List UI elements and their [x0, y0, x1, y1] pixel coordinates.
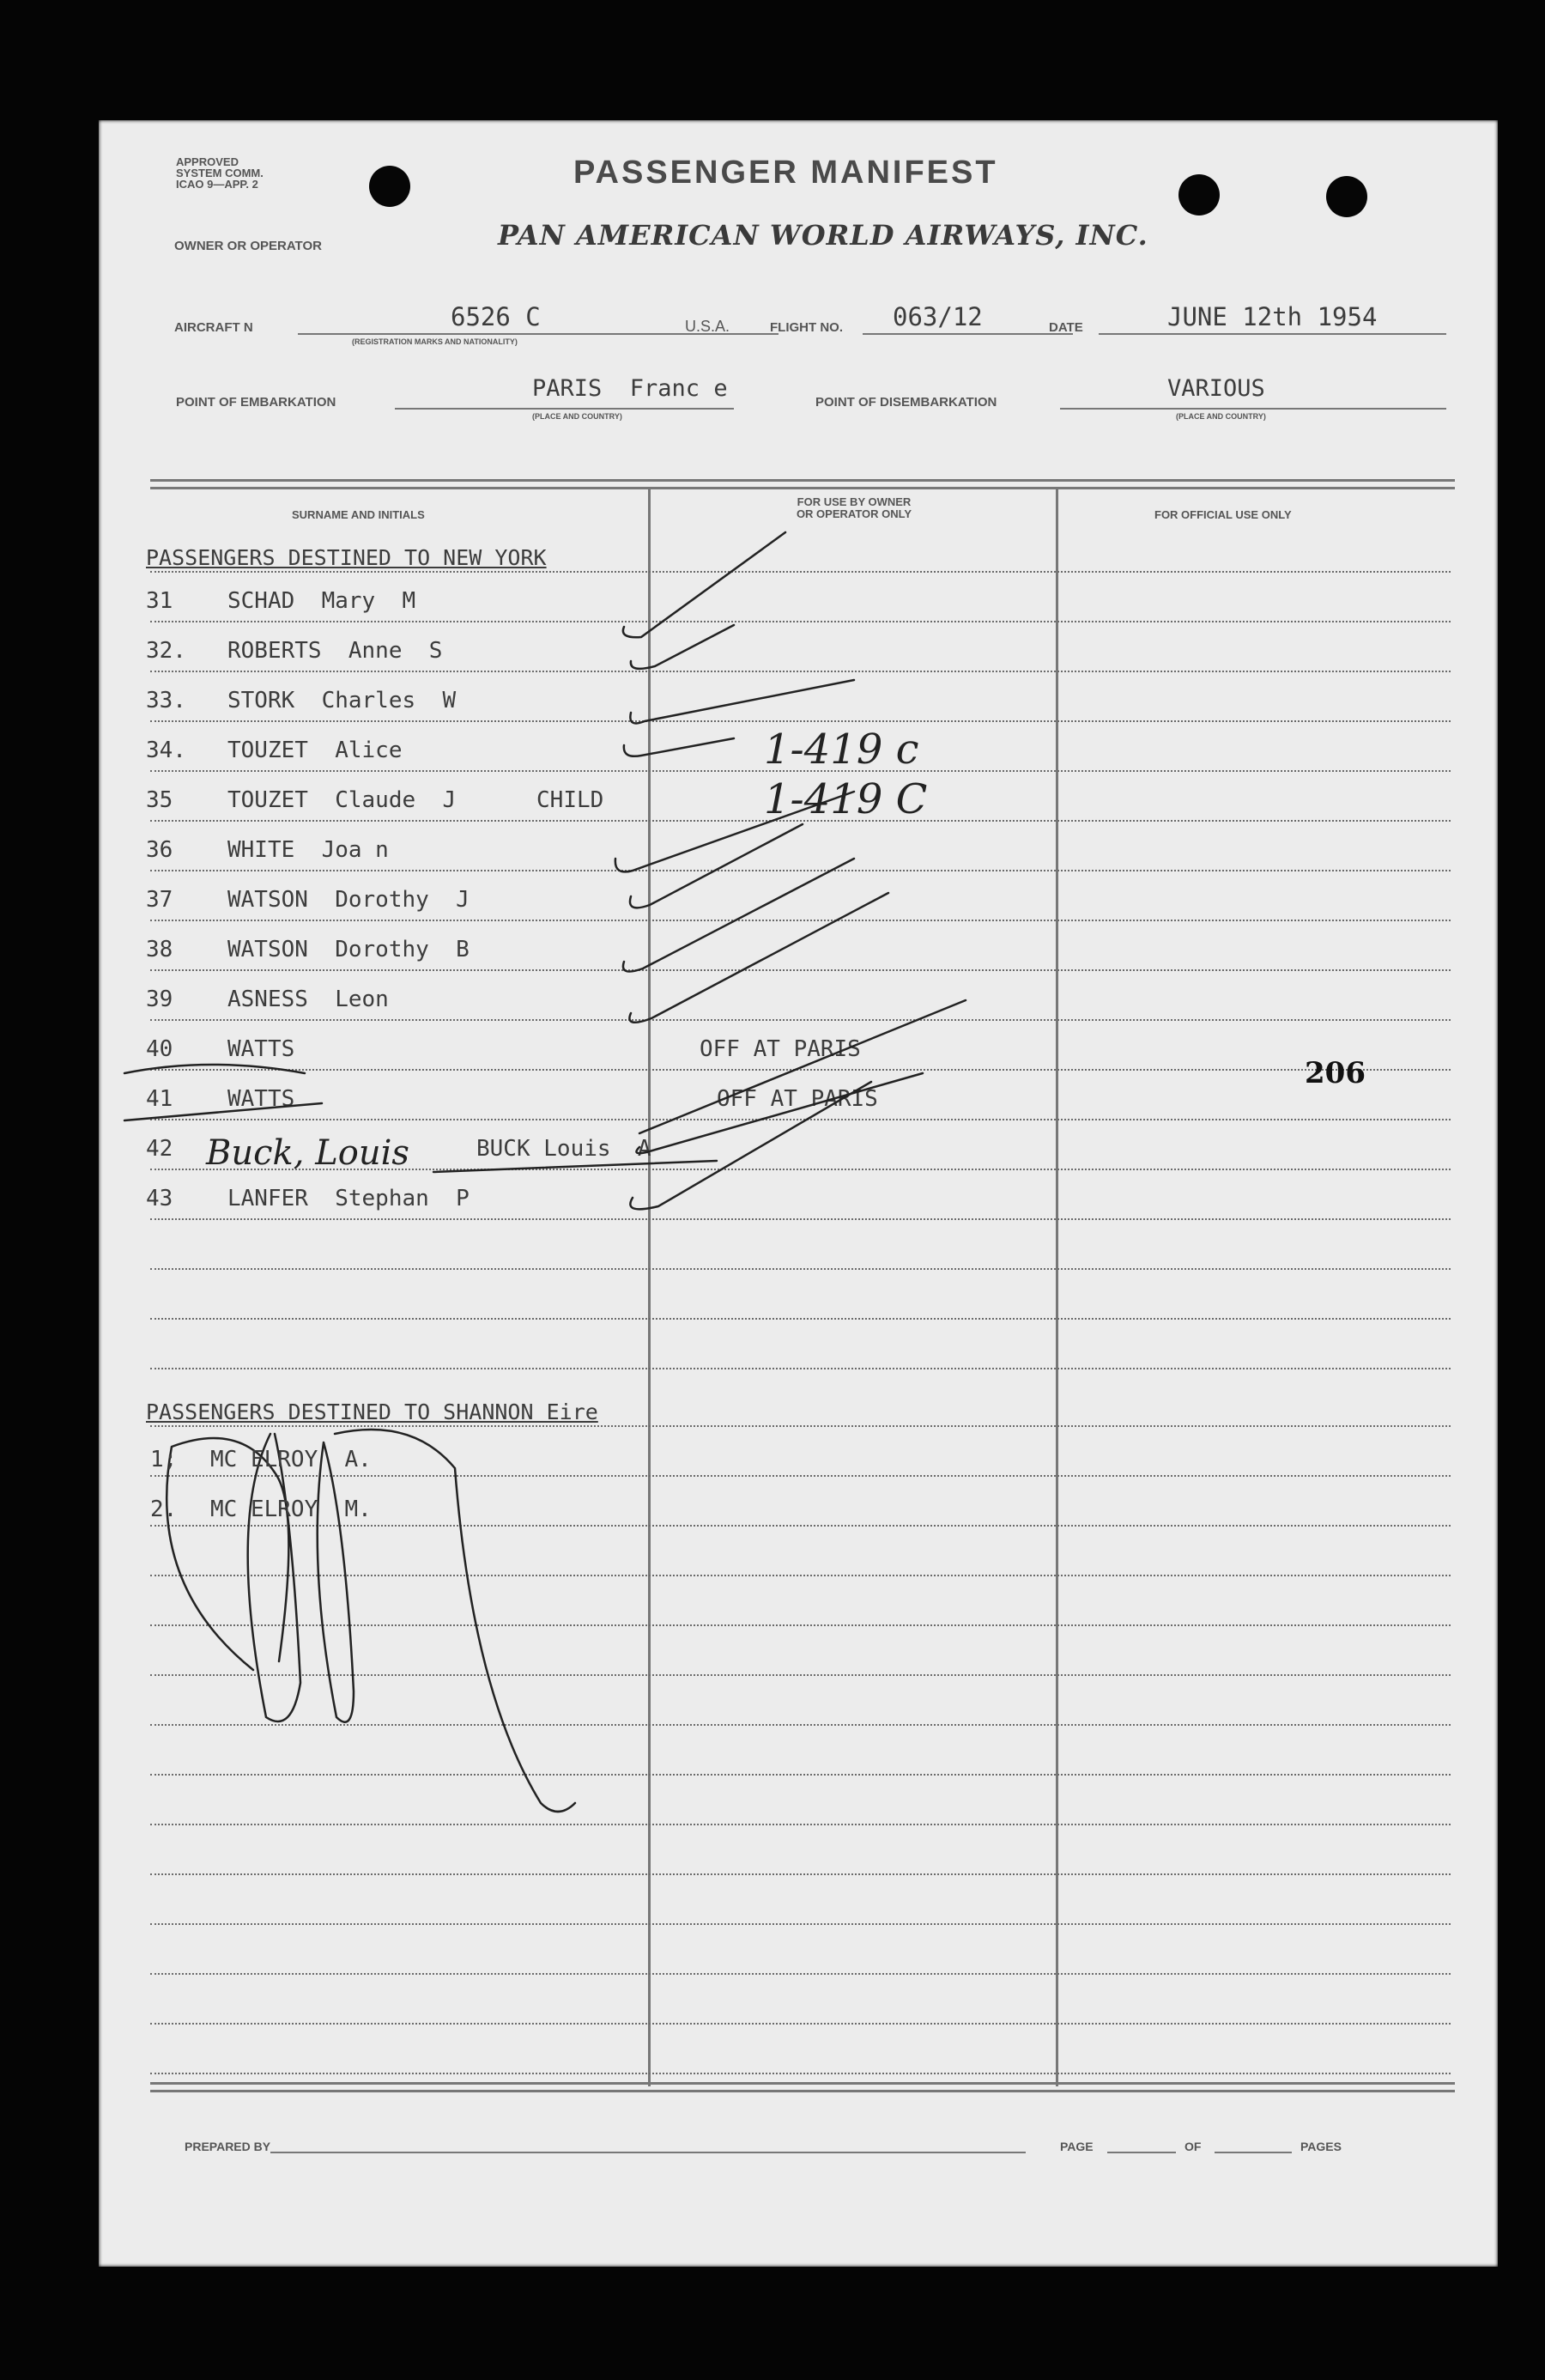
strike-40 [124, 1065, 305, 1073]
passenger-name: ASNESS Leon [227, 987, 389, 1012]
check-marks [99, 120, 1498, 2267]
check-mark-7 [623, 859, 854, 972]
passenger-number: 35 [146, 787, 173, 813]
section-heading-shannon: PASSENGERS DESTINED TO SHANNON Eire [146, 1399, 598, 1424]
col-header-surname: SURNAME AND INITIALS [292, 508, 425, 521]
col-header-owner-use: FOR USE BY OWNER OR OPERATOR ONLY [796, 495, 912, 520]
check-mark-10 [636, 1073, 923, 1153]
passenger-name: STORK Charles W [227, 688, 457, 713]
passenger-number: 41 [146, 1086, 173, 1112]
passenger-note: 1-419 c [764, 726, 919, 774]
passenger-name: ROBERTS Anne S [227, 638, 443, 664]
operator-name: PAN AMERICAN WORLD AIRWAYS, INC. [498, 219, 1148, 252]
check-mark-8 [629, 893, 888, 1023]
manifest-sheet [99, 120, 1498, 2267]
approval-line-3: COMM. [225, 167, 264, 179]
disembark-label: POINT OF DISEMBARKATION [815, 395, 997, 410]
col-header-official-use: FOR OFFICIAL USE ONLY [1154, 508, 1292, 521]
flight-label: FLIGHT NO. [770, 320, 843, 335]
passenger-name: WATSON Dorothy J [227, 887, 470, 913]
pages-label: PAGES [1300, 2140, 1342, 2153]
passenger-number: 39 [146, 987, 173, 1012]
handwritten-name-42: Buck, Louis [206, 1133, 409, 1173]
passenger-note: 1-419 C [764, 775, 928, 823]
passenger-name: MC ELROY M. [210, 1497, 372, 1522]
check-mark-9 [639, 1000, 966, 1133]
passenger-number: 2. [150, 1497, 178, 1522]
approval-line-1: APPROVED [176, 155, 239, 168]
page-label: PAGE [1060, 2140, 1094, 2153]
official-number-stamp: 206 [1305, 1056, 1366, 1090]
scribble-shannon-3 [318, 1442, 354, 1722]
passenger-number: 31 [146, 588, 173, 614]
approval-line-2: SYSTEM [176, 167, 222, 179]
disembark-value: VARIOUS [1167, 375, 1265, 402]
passenger-number: 42 [146, 1136, 173, 1162]
passenger-note: OFF AT PARIS [717, 1086, 878, 1112]
passenger-name: TOUZET Claude J CHILD [227, 787, 604, 813]
passenger-name: LANFER Stephan P [227, 1186, 470, 1211]
passenger-number: 1; [150, 1447, 178, 1472]
check-mark-6 [630, 824, 803, 908]
of-line [1215, 2152, 1292, 2153]
passenger-name: TOUZET Alice [227, 738, 403, 763]
check-mark-3 [630, 680, 854, 723]
passenger-name: WHITE Joa n [227, 837, 389, 863]
passenger-number: 36 [146, 837, 173, 863]
check-mark-4 [624, 738, 734, 756]
date-value: JUNE 12th 1954 [1167, 302, 1378, 331]
prepared-by-label: PREPARED BY [185, 2140, 271, 2153]
registration-caption: (REGISTRATION MARKS AND NATIONALITY) [352, 337, 518, 346]
passenger-name: SCHAD Mary M [227, 588, 416, 614]
passenger-number: 38 [146, 937, 173, 962]
passenger-number: 37 [146, 887, 173, 913]
flight-value: 063/12 [893, 302, 983, 331]
owner-label: OWNER OR OPERATOR [174, 239, 322, 253]
passenger-name: BUCK Louis A [476, 1136, 651, 1162]
approval-line-5: 9—APP. 2 [207, 178, 258, 191]
of-label: OF [1184, 2140, 1202, 2153]
disembark-caption: (PLACE AND COUNTRY) [1176, 412, 1266, 421]
country-label: U.S.A. [685, 318, 730, 335]
embark-value: PARIS Franc e [532, 375, 728, 402]
approval-line-4: ICAO [176, 178, 204, 191]
form-title: PASSENGER MANIFEST [573, 155, 998, 191]
scribble-shannon-4 [335, 1430, 575, 1812]
prepared-by-line [270, 2152, 1026, 2153]
strike-42 [433, 1161, 717, 1172]
passenger-name: WATSON Dorothy B [227, 937, 470, 962]
scribble-shannon-2 [248, 1434, 300, 1721]
embark-label: POINT OF EMBARKATION [176, 395, 336, 410]
strike-41 [124, 1103, 322, 1120]
passenger-name: MC ELROY A. [210, 1447, 372, 1472]
date-label: DATE [1049, 320, 1083, 335]
aircraft-value: 6526 C [451, 302, 541, 331]
passenger-name: WATTS [227, 1036, 295, 1062]
check-mark-2 [631, 625, 734, 669]
passenger-number: 43 [146, 1186, 173, 1211]
passenger-number: 34. [146, 738, 186, 763]
passenger-note: OFF AT PARIS [700, 1036, 861, 1062]
passenger-name: WATTS [227, 1086, 295, 1112]
passenger-number: 33. [146, 688, 186, 713]
section-heading-new-york: PASSENGERS DESTINED TO NEW YORK [146, 545, 547, 570]
scribble-shannon-1 [167, 1438, 288, 1670]
passenger-number: 40 [146, 1036, 173, 1062]
aircraft-label: AIRCRAFT N [174, 320, 253, 335]
passenger-number: 32. [146, 638, 186, 664]
check-mark-1 [623, 532, 785, 637]
embark-caption: (PLACE AND COUNTRY) [532, 412, 622, 421]
page-line [1107, 2152, 1176, 2153]
